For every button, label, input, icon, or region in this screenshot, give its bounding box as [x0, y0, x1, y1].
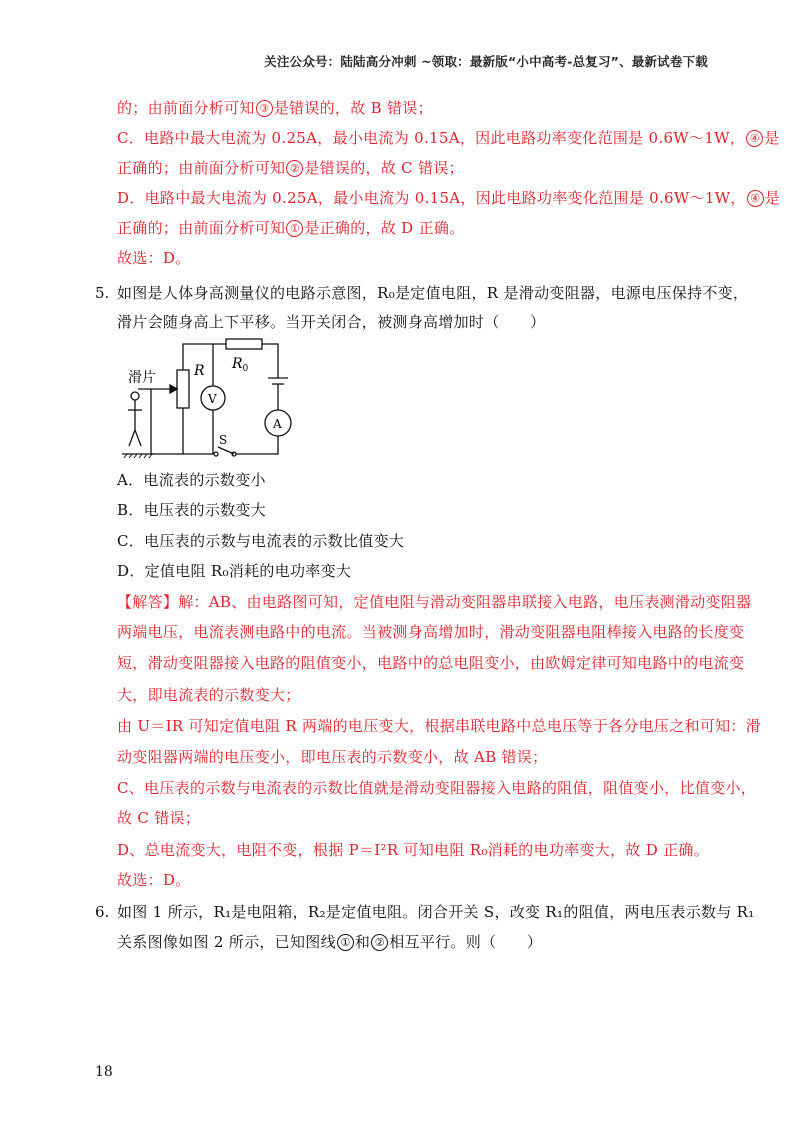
solution-line-7: C、电压表的示数与电流表的示数比值就是滑动变阻器接入电路的阻值，阻值变小，比值变小， [117, 779, 757, 797]
question-6-stem-line-2: 关系图像如图 2 所示，已知图线 ① 和 ② 相互平行。则（ ） [117, 933, 543, 951]
solution-answer: 故选：D。 [117, 871, 191, 889]
solution-line-5: 由 U＝IR 可知定值电阻 R 两端的电压变大，根据串联电路中总电压等于各分电压之和可知：滑 [117, 717, 762, 735]
circled-number: ④ [747, 190, 764, 207]
circled-number: ① [286, 220, 303, 237]
solution-line-4: 大，即电流表的示数变大； [117, 686, 301, 704]
circled-number: ② [286, 160, 303, 177]
option-c: C．电压表的示数与电流表的示数比值变大 [117, 532, 405, 550]
circled-number: ④ [746, 130, 763, 147]
question-5-stem-line-1: 如图是人体身高测量仪的电路示意图，R₀是定值电阻，R 是滑动变阻器，电源电压保持不变， [117, 284, 749, 302]
circled-number: ③ [256, 100, 273, 117]
solution-line-3: 短，滑动变阻器接入电路的阻值变小，电路中的总电阻变小，由欧姆定律可知电路中的电流变 [117, 654, 745, 672]
prev-option-c-line-2: 正确的；由前面分析可知 ② 是错误的，故 C 错误； [117, 159, 464, 177]
question-6-stem-line-1: 如图 1 所示，R₁是电阻箱，R₂是定值电阻。闭合开关 S，改变 R₁的阻值，两电压表示数与 R₁ [117, 903, 755, 921]
r0-label: $R_0$ [232, 356, 249, 374]
solution-line-1: 【解答】解：AB、由电路图可知，定值电阻与滑动变阻器串联接入电路，电压表测滑动变阻器 [117, 593, 752, 611]
question-6-number: 6. [95, 903, 110, 921]
prev-option-d-line-1: D．电路中最大电流为 0.25A，最小电流为 0.15A，因此电路功率变化范围是 0.6W～1W， ④ 是 [117, 189, 781, 207]
voltmeter-label: V [208, 392, 217, 406]
prev-answer: 故选：D。 [117, 249, 191, 267]
solution-line-6: 动变阻器两端的电压变小，即电压表的示数变小，故 AB 错误； [117, 748, 548, 766]
solution-line-8: 故 C 错误； [117, 809, 201, 827]
option-d: D．定值电阻 R₀消耗的电功率变大 [117, 562, 352, 580]
circled-number: ① [337, 934, 354, 951]
switch-label: S [219, 433, 228, 447]
r-label: R [194, 363, 205, 379]
page-number: 18 [95, 1064, 113, 1080]
option-a: A．电流表的示数变小 [117, 471, 266, 489]
circuit-diagram [118, 330, 318, 460]
question-5-number: 5. [95, 284, 110, 302]
prev-line-1: 的；由前面分析可知 ③ 是错误的，故 B 错误； [117, 99, 433, 117]
circled-number: ② [371, 934, 388, 951]
slider-label: 滑片 [128, 370, 156, 386]
solution-line-2: 两端电压，电流表测电路中的电流。当被测身高增加时，滑动变阻器电阻棒接入电路的长度变 [117, 623, 745, 641]
question-5-stem-line-2: 滑片会随身高上下平移。当开关闭合，被测身高增加时（ ） [117, 313, 546, 331]
prev-option-d-line-2: 正确的；由前面分析可知 ① 是正确的，故 D 正确。 [117, 219, 465, 237]
ammeter-label: A [273, 417, 282, 431]
option-b: B．电压表的示数变大 [117, 501, 267, 519]
prev-option-c-line-1: C．电路中最大电流为 0.25A，最小电流为 0.15A，因此电路功率变化范围是 0.6W～1W， ④ 是 [117, 129, 780, 147]
page-header: 关注公众号：陆陆高分冲刺 ~领取：最新版“小中高考-总复习”、最新试卷下载 [264, 54, 708, 69]
solution-line-9: D、总电流变大，电阻不变，根据 P＝I²R 可知电阻 R₀消耗的电功率变大，故 D 正确。 [117, 841, 710, 859]
